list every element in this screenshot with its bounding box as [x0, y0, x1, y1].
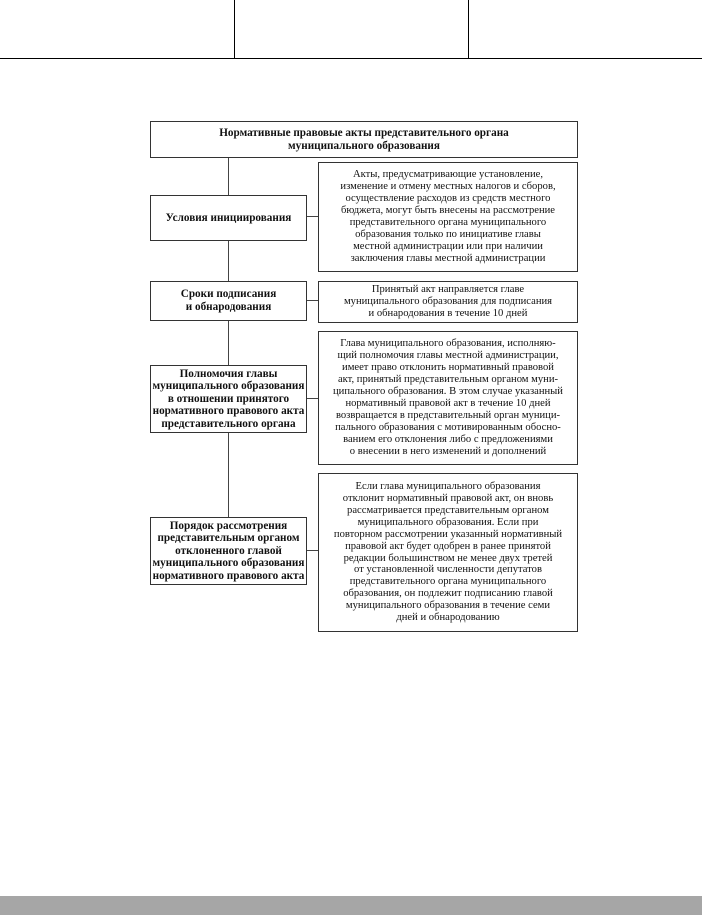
row-2-label: Сроки подписания и обнародования	[150, 281, 307, 321]
row-1-label: Условия инициирования	[150, 195, 307, 241]
row-3-label: Полномочия главы муниципального образования в отношении принятого нормативного правового акта представительного органа	[150, 365, 307, 433]
row-1-description: Акты, предусматривающие установление, изменение и отмену местных налогов и сборов, осуществление расходов из средств местного бюджета, могут быть внесены на рассмотрение представительного органа муниципального образования только по инициативе главы местной администрации или при наличии заключения главы местной администрации	[318, 162, 578, 272]
row-2-description: Принятый акт направляется главе муниципального образования для подписания и обнародования в течение 10 дней	[318, 281, 578, 323]
diagram-title: Нормативные правовые акты представительного органа муниципального образования	[150, 121, 578, 158]
row-4-label: Порядок рассмотрения представительным органом отклоненного главой муниципального образования нормативного правового акта	[150, 517, 307, 585]
row-4-description: Если глава муниципального образования отклонит нормативный правовой акт, он вновь рассматривается представительным органом муниципального образования. Если при повторном рассмотрении указанный нормативный правовой акт будет одобрен в ранее принятой редакции большинством не менее двух третей от установленной численности депутатов представительного органа муниципального образования, он подлежит подписанию главой муниципального образования в течение семи дней и обнародованию	[318, 473, 578, 632]
footer-bar	[0, 896, 702, 915]
row-3-description: Глава муниципального образования, исполняю- щий полномочия главы местной администрации, имеет право отклонить нормативный правовой акт, принятый представительным органом муни- ципального образования. В этом случае указанный нормативный правовой акт в течение 10 дней возвращается в представительный орган муници- пального образования с мотивированным обосно- ванием его отклонения либо с предложениями о внесении в него изменений и дополнений	[318, 331, 578, 465]
